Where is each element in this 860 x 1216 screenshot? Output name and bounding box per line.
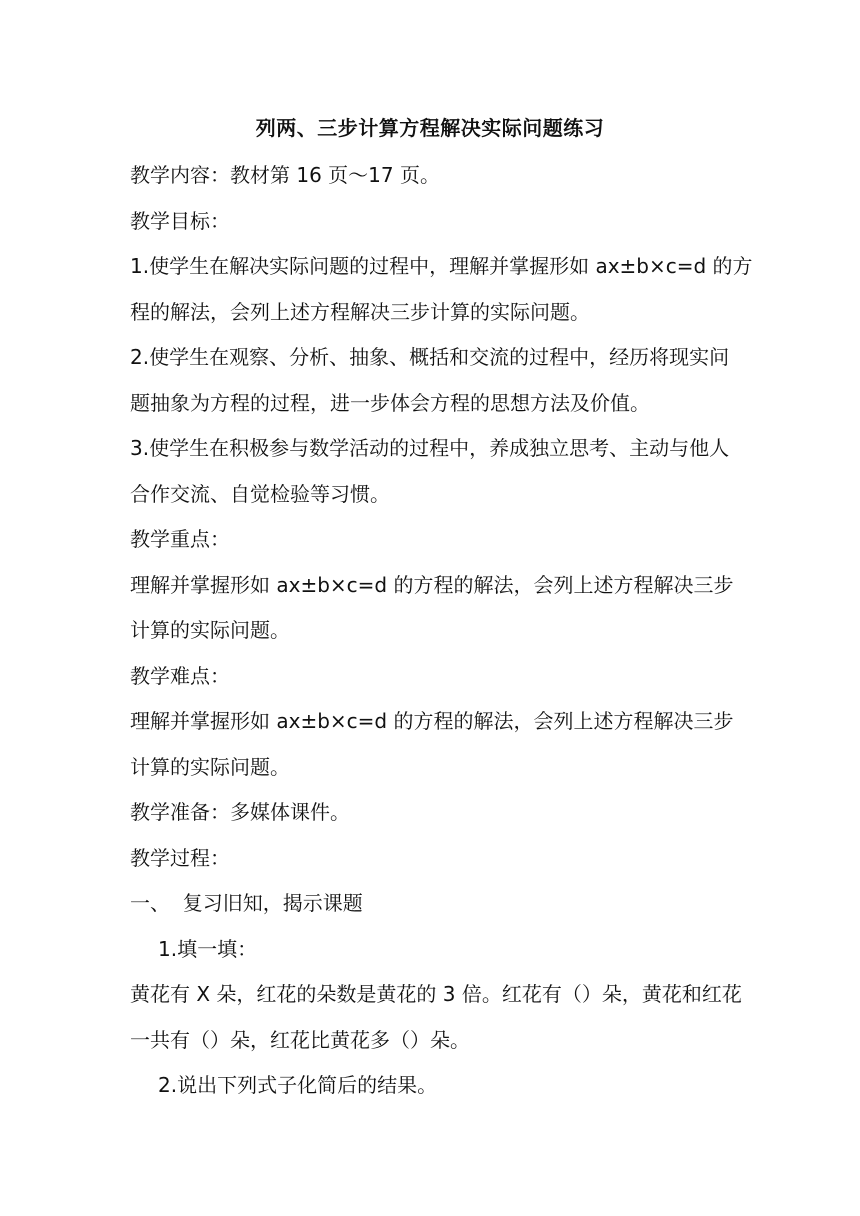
goal-3-line-2: 合作交流、自觉检验等习惯。 xyxy=(130,481,390,506)
difficult-points-line-1: 理解并掌握形如 ax±b×c=d 的方程的解法，会列上述方程解决三步 xyxy=(130,709,734,733)
teaching-content-line: 教学内容：教材第 16 页～17 页。 xyxy=(130,163,440,187)
simplify-instruction-line: 2.说出下列式子化简后的结果。 xyxy=(158,1073,438,1097)
goal-2-line-1: 2.使学生在观察、分析、抽象、概括和交流的过程中，经历将现实问 xyxy=(130,345,730,369)
difficult-points-heading: 教学难点： xyxy=(130,663,230,688)
flower-problem-line-1: 黄花有 X 朵，红花的朵数是黄花的 3 倍。红花有（）朵，黄花和红花 xyxy=(130,982,742,1006)
goal-1-line-1: 1.使学生在解决实际问题的过程中，理解并掌握形如 ax±b×c=d 的方 xyxy=(130,254,753,278)
teaching-preparation-line: 教学准备：多媒体课件。 xyxy=(130,800,350,824)
teaching-process-heading: 教学过程： xyxy=(130,845,230,870)
goal-1-line-2: 程的解法，会列上述方程解决三步计算的实际问题。 xyxy=(130,299,590,324)
document-body xyxy=(130,153,753,1109)
teaching-goals-heading: 教学目标： xyxy=(130,208,230,233)
goal-2-line-2: 题抽象为方程的过程，进一步体会方程的思想方法及价值。 xyxy=(130,390,650,415)
fill-in-heading: 1.填一填： xyxy=(158,936,258,961)
flower-problem-line-2: 一共有（）朵，红花比黄花多（）朵。 xyxy=(130,1027,470,1052)
key-points-line-2: 计算的实际问题。 xyxy=(130,618,290,642)
key-points-heading: 教学重点： xyxy=(130,527,230,551)
section-1-heading: 一、 复习旧知，揭示课题 xyxy=(130,891,363,915)
key-points-line-1: 理解并掌握形如 ax±b×c=d 的方程的解法，会列上述方程解决三步 xyxy=(130,572,734,597)
difficult-points-line-2: 计算的实际问题。 xyxy=(130,754,290,779)
goal-3-line-1: 3.使学生在积极参与数学活动的过程中，养成独立思考、主动与他人 xyxy=(130,436,730,460)
document-title: 列两、三步计算方程解决实际问题练习 xyxy=(255,116,605,140)
